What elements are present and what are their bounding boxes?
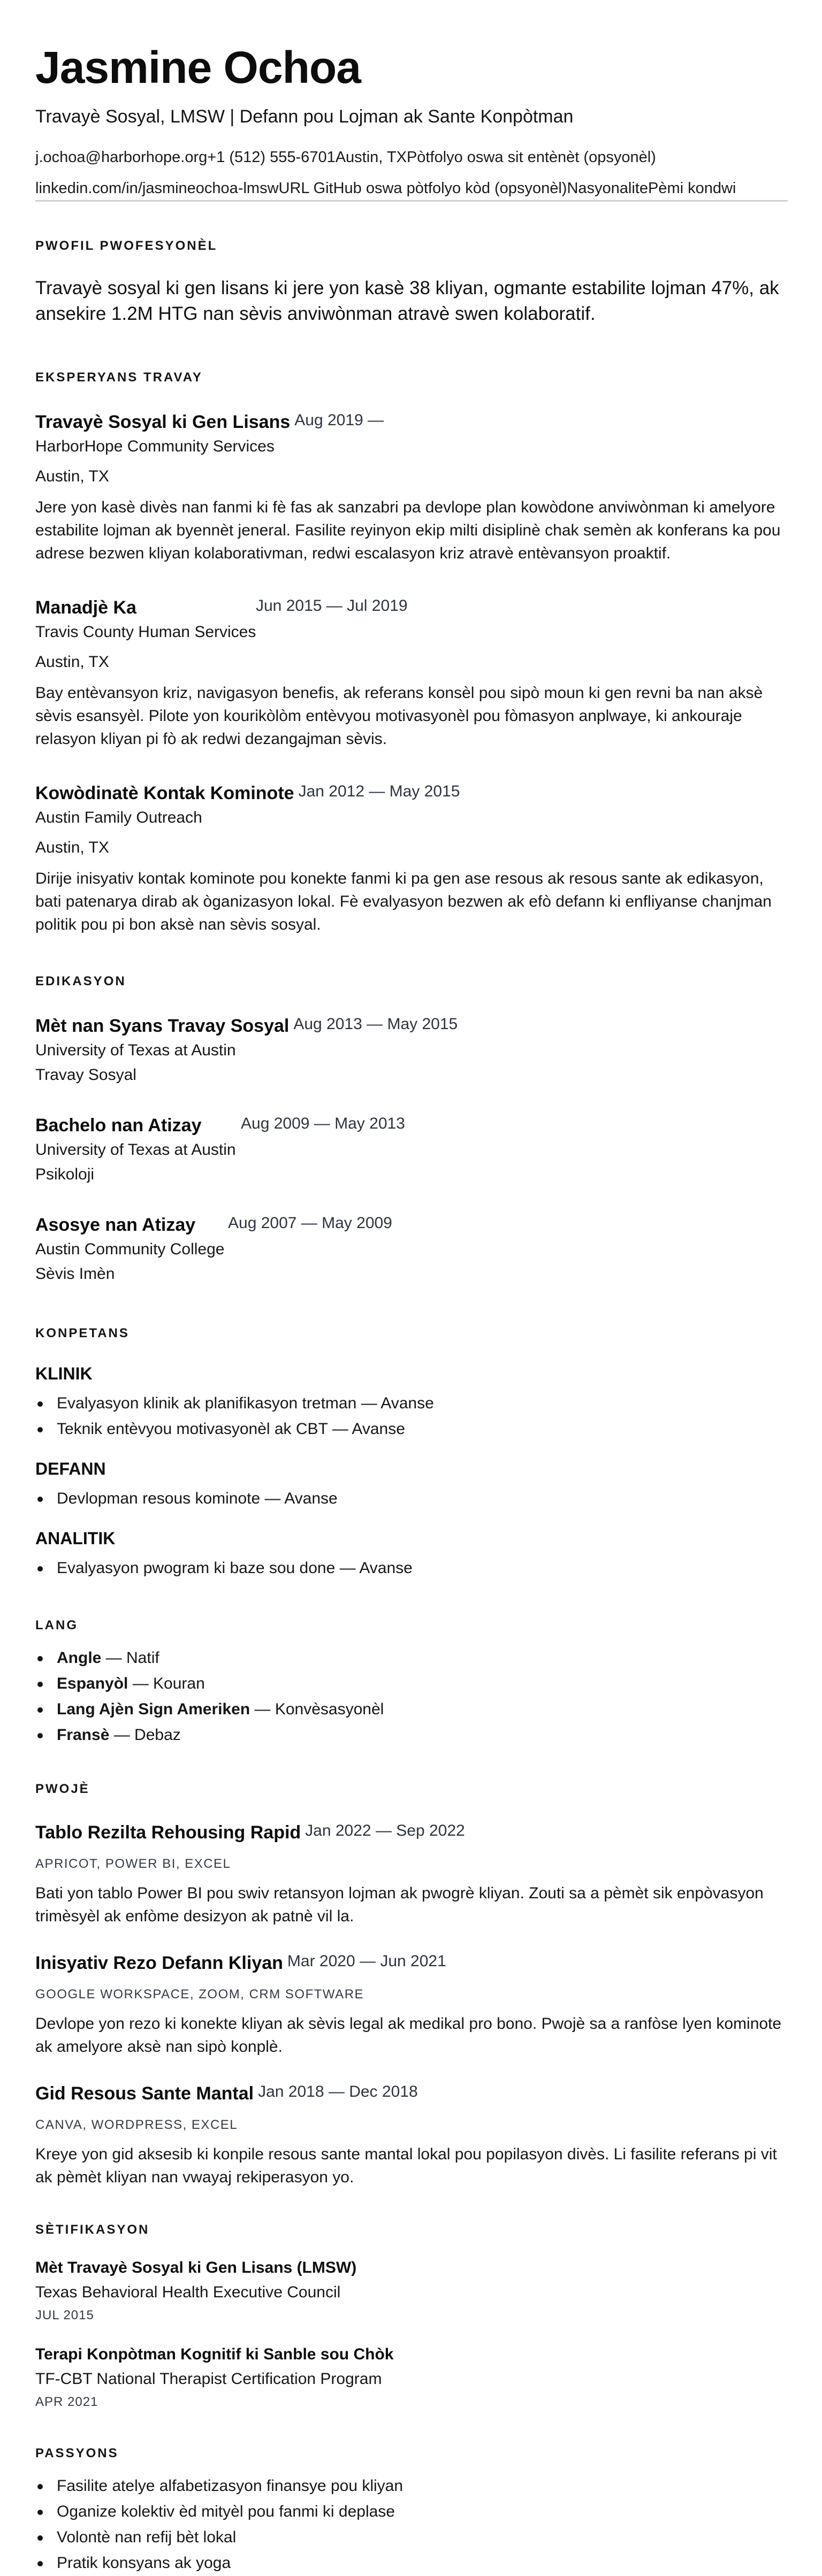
candidate-name: Jasmine Ochoa [35,42,361,93]
certification-date: JUL 2015 [35,2308,94,2322]
contact-phone[interactable]: +1 (512) 555-6701 [207,149,336,166]
interests-section [35,2445,788,2576]
project-entry [35,2082,788,2189]
contact-linkedin[interactable]: linkedin.com/in/jasmineochoa-lmsw [35,180,279,197]
project-description: Kreye yon gid aksesib ki konpile resous sante mantal lokal pou popilasyon divès. Li fasilite referans pi vit ak pèmèt kliyan nan vwayaj rekiperasyon yo. [35,2145,777,2186]
contact-location: Austin, TX [335,149,407,166]
job-title: Kowòdinatè Kontak Kominote [35,783,294,803]
interest-item: Oganize kolektiv èd mityèl pou fanmi ki deplase [35,2499,788,2525]
skill-group-title: DEFANN [35,1459,106,1478]
contact-line-2 [35,178,788,199]
skill-item: Devlopman resous kominote — Avanse [35,1486,788,1512]
job-location: Austin, TX [35,839,109,856]
resume-header [35,0,788,202]
interest-list [35,2473,788,2576]
project-description: Devlope yon rezo ki konekte kliyan ak sèvis legal ak medikal pro bono. Pwojè sa a ranfòse lyen kominote ak amelyore aksè nan sipò konplè. [35,2015,782,2056]
education-entry [35,1114,788,1185]
language-level: — Natif [101,1649,159,1667]
job-description: Jere yon kasè divès nan fanmi ki fè fas ak sanzabri pa devlope plan kowòdone anviwònman ki amelyore estabilite lojman ak byennèt jeneral. Fasilite reyinyon ekip milti disiplinè chak semèn ak konferans ka pou adrese bezwen kliyan kolaborativman, redwi escalasyon kriz atravè entèvansyon proaktif. [35,499,781,562]
project-tools: APRICOT, POWER BI, EXCEL [35,1857,231,1871]
language-level: — Debaz [109,1726,181,1744]
certification-date: APR 2021 [35,2395,98,2409]
certification-issuer: Texas Behavioral Health Executive Council [35,2283,341,2301]
degree: Mèt nan Syans Travay Sosyal [35,1016,290,1036]
language-name: Angle [57,1649,102,1667]
job-dates: Jun 2015 — Jul 2019 [256,597,408,615]
certification-issuer: TF-CBT National Therapist Certification Program [35,2370,382,2388]
field-of-study: Psikoloji [35,1166,95,1183]
project-dates: Mar 2020 — Jun 2021 [287,1952,446,1970]
school: Austin Community College [35,1240,225,1258]
skill-item: Evalyasyon klinik ak planifikasyon tretman — Avanse [35,1391,788,1416]
languages-section [35,1617,788,1748]
project-dates: Jan 2018 — Dec 2018 [258,2083,418,2100]
section-title: EDIKASYON [35,974,126,988]
degree: Asosye nan Atizay [35,1215,196,1235]
project-name: Tablo Rezilta Rehousing Rapid [35,1822,301,1843]
contact-portfolio[interactable]: Pòtfolyo oswa sit entènèt (opsyonèl) [406,149,656,166]
skill-group-title: ANALITIK [35,1529,116,1548]
school: University of Texas at Austin [35,1141,236,1159]
project-name: Inisyativ Rezo Defann Kliyan [35,1953,283,1973]
section-title: PASSYONS [35,2446,119,2460]
degree: Bachelo nan Atizay [35,1115,202,1136]
project-entry [35,1821,788,1928]
language-name: Fransè [57,1726,110,1744]
section-title: PWOFIL PWOFESYONÈL [35,239,218,253]
job-title: Travayè Sosyal ki Gen Lisans [35,412,291,432]
language-level: — Kouran [128,1675,205,1692]
project-dates: Jan 2022 — Sep 2022 [305,1822,465,1839]
contact-line-1 [35,147,788,168]
skill-group-title: KLINIK [35,1364,93,1383]
section-title: KONPETANS [35,1326,130,1340]
skill-item: Teknik entèvyou motivasyonèl ak CBT — Avanse [35,1416,788,1442]
skill-list [35,1486,788,1512]
certifications-section [35,2222,788,2410]
education-entry [35,1213,788,1285]
contact-email[interactable]: j.ochoa@harborhope.org [35,149,208,166]
contact-github[interactable]: URL GitHub oswa pòtfolyo kòd (opsyonèl) [278,180,567,197]
education-entry [35,1014,788,1086]
language-list [35,1645,788,1748]
summary-section [35,238,788,327]
project-description: Bati yon tablo Power BI pou swiv retansyon lojman ak pwogrè kliyan. Zouti sa a pèmèt sik enpòvasyon trimèsyèl ak enfòme desizyon ak patnè vil la. [35,1884,764,1925]
education-dates: Aug 2007 — May 2009 [228,1214,392,1232]
skill-group [35,1528,788,1581]
section-title: EKSPERYANS TRAVAY [35,370,203,385]
language-item [35,1722,788,1748]
section-title: PWOJÈ [35,1782,90,1796]
job-title: Manadjè Ka [35,597,136,618]
project-name: Gid Resous Sante Mantal [35,2083,254,2104]
interest-item: Fasilite atelye alfabetizasyon finansye pou kliyan [35,2473,788,2499]
skills-section [35,1325,788,1581]
contact-license: Pèmi kondwi [648,180,736,197]
summary-text: Travayè sosyal ki gen lisans ki jere yon kasè 38 kliyan, ogmante estabilite lojman 47%, ak ansekire 1.2M HTG nan sèvis anviwònman atravè swen kolaboratif. [35,278,779,324]
section-title: LANG [35,1618,78,1632]
interest-item: Pratik konsyans ak yoga [35,2550,788,2576]
job-description: Bay entèvansyon kriz, navigasyon benefis, ak referans konsèl pou sipò moun ki gen revni ba nan aksè sèvis esansyèl. Pilote yon kourikòlòm entèvyou motivasyonèl pou fòmasyon anplwaye, ki ankouraje relasyon kliyan pi fò ak redwi dezangajman sèvis. [35,684,763,748]
employer: Travis County Human Services [35,623,256,641]
employer: Austin Family Outreach [35,809,202,826]
language-name: Espanyòl [57,1675,128,1692]
experience-entry [35,410,788,565]
skill-group [35,1363,788,1442]
language-level: — Konvèsasyonèl [250,1700,384,1718]
job-location: Austin, TX [35,467,109,485]
language-item [35,1645,788,1671]
school: University of Texas at Austin [35,1041,236,1059]
education-dates: Aug 2013 — May 2015 [293,1015,458,1033]
certification-entry [35,2257,788,2324]
experience-entry [35,596,788,750]
job-description: Dirije inisyativ kontak kominote pou konekte fanmi ki pa gen ase resous ak resous sante ak edikasyon, bati patenarya dirab ak òganizasyon lokal. Fè evalyasyon bezwen ak efò defann ki enfliyanse chanjman politik pou pi bon aksè nan sèvis sosyal. [35,870,772,933]
certification-name: Mèt Travayè Sosyal ki Gen Lisans (LMSW) [35,2259,357,2276]
education-section [35,973,788,1285]
field-of-study: Travay Sosyal [35,1066,136,1084]
skill-item: Evalyasyon pwogram ki baze sou done — Avanse [35,1555,788,1581]
education-dates: Aug 2009 — May 2013 [241,1115,405,1132]
contact-nationality: Nasyonalite [567,180,648,197]
job-location: Austin, TX [35,653,109,671]
language-name: Lang Ajèn Sign Ameriken [57,1700,250,1718]
experience-entry [35,781,788,936]
job-dates: Aug 2019 — [294,411,384,429]
project-entry [35,1951,788,2058]
project-tools: CANVA, WORDPRESS, EXCEL [35,2118,238,2132]
interest-item: Volontè nan refij bèt lokal [35,2525,788,2550]
language-item [35,1697,788,1722]
language-item [35,1671,788,1697]
certification-entry [35,2344,788,2410]
certification-name: Terapi Konpòtman Kognitif ki Sanble sou Chòk [35,2345,394,2363]
project-tools: GOOGLE WORKSPACE, ZOOM, CRM SOFTWARE [35,1987,364,2002]
candidate-title: Travayè Sosyal, LMSW | Defann pou Lojman ak Sante Konpòtman [35,106,574,127]
skill-list [35,1555,788,1581]
header-divider [35,200,788,202]
projects-section [35,1781,788,2189]
skill-list [35,1391,788,1442]
section-title: SÈTIFIKASYON [35,2222,150,2237]
employer: HarborHope Community Services [35,438,275,455]
skill-group [35,1458,788,1512]
experience-section [35,370,788,936]
field-of-study: Sèvis Imèn [35,1265,115,1283]
job-dates: Jan 2012 — May 2015 [298,783,460,800]
